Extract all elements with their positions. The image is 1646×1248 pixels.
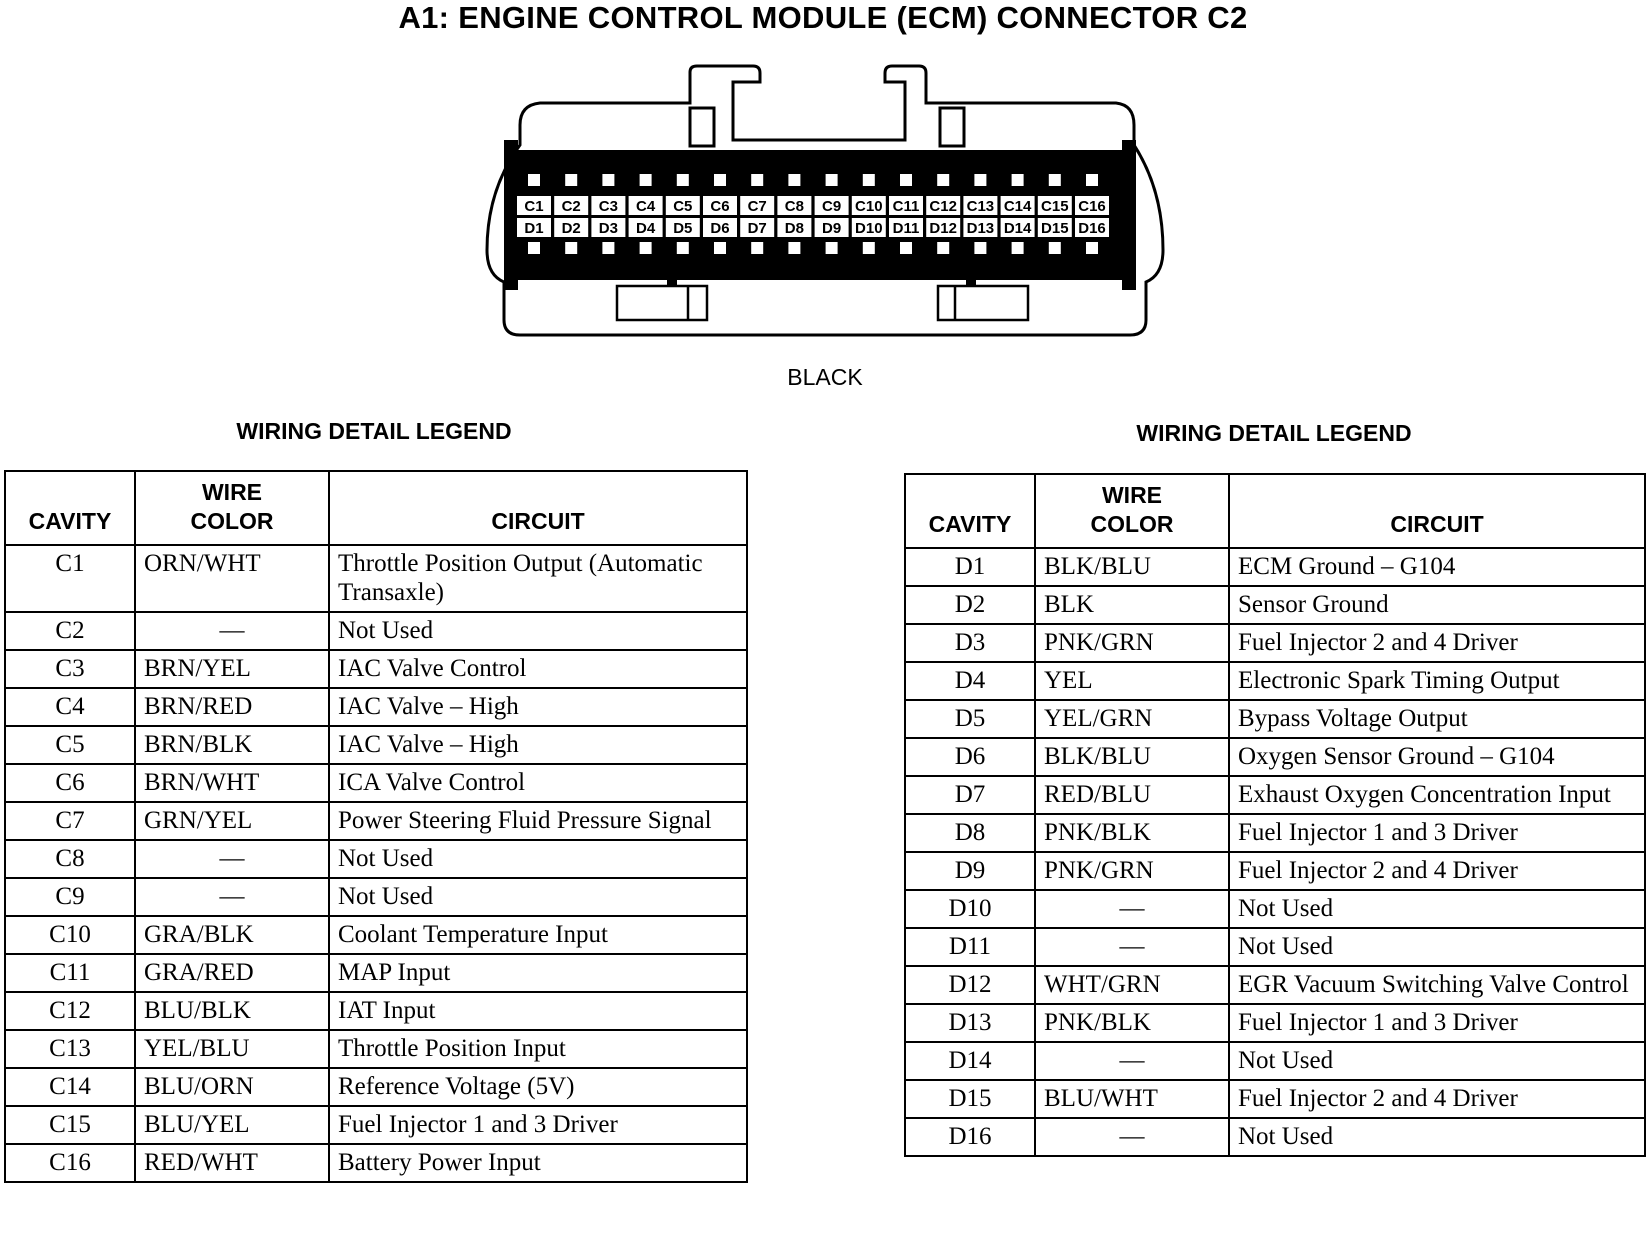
pin-label: D13 xyxy=(966,220,995,237)
top-pin-hole xyxy=(714,174,726,186)
wire-color-cell: BLK/BLU xyxy=(1035,738,1229,776)
pin-label: C8 xyxy=(784,198,804,215)
circuit-cell: Not Used xyxy=(1229,1118,1645,1156)
table-row xyxy=(905,700,1645,738)
pin-label: C3 xyxy=(598,198,618,215)
table-row xyxy=(905,624,1645,662)
wire-color-cell: BLU/YEL xyxy=(135,1106,329,1144)
cavity-cell: C4 xyxy=(5,688,135,726)
circuit-cell: IAT Input xyxy=(329,992,747,1030)
table-row xyxy=(5,1144,747,1182)
bottom-pin-hole xyxy=(863,242,875,254)
circuit-cell: Fuel Injector 1 and 3 Driver xyxy=(329,1106,747,1144)
wiring-legend-table-c xyxy=(4,470,748,1183)
table-header-row xyxy=(5,471,747,545)
header-wire: WIRE xyxy=(201,479,263,505)
wire-color-cell: WHT/GRN xyxy=(1035,966,1229,1004)
cavity-cell: D5 xyxy=(905,700,1035,738)
table-row xyxy=(5,1106,747,1144)
header-circuit: CIRCUIT xyxy=(329,471,747,545)
top-pin-hole xyxy=(640,174,652,186)
pin-label: C14 xyxy=(1003,198,1032,215)
wire-color-cell: YEL xyxy=(1035,662,1229,700)
key-right xyxy=(938,286,1028,320)
pin-label: C9 xyxy=(822,198,842,215)
wire-color-cell: — xyxy=(1035,1118,1229,1156)
cavity-cell: C5 xyxy=(5,726,135,764)
circuit-cell: ICA Valve Control xyxy=(329,764,747,802)
pin-label: D6 xyxy=(710,220,730,237)
cavity-cell: C8 xyxy=(5,840,135,878)
header-wire: WIRE xyxy=(1101,482,1163,508)
wire-color-cell: ORN/WHT xyxy=(135,545,329,612)
circuit-cell: Power Steering Fluid Pressure Signal xyxy=(329,802,747,840)
pin-label: D16 xyxy=(1078,220,1106,237)
pin-label: C2 xyxy=(561,198,581,215)
circuit-cell: Battery Power Input xyxy=(329,1144,747,1182)
table-row xyxy=(5,1030,747,1068)
bottom-pin-hole xyxy=(900,242,912,254)
top-pin-hole xyxy=(1086,174,1098,186)
circuit-cell: Coolant Temperature Input xyxy=(329,916,747,954)
pin-label: C12 xyxy=(929,198,957,215)
wire-color-cell: PNK/GRN xyxy=(1035,852,1229,890)
bottom-pin-hole xyxy=(974,242,986,254)
latch-right xyxy=(940,108,964,146)
top-pin-hole xyxy=(1012,174,1024,186)
wire-color-cell: — xyxy=(135,878,329,916)
bottom-pin-hole xyxy=(602,242,614,254)
cavity-cell: D4 xyxy=(905,662,1035,700)
table-row xyxy=(5,802,747,840)
wire-color-cell: BLK xyxy=(1035,586,1229,624)
circuit-cell: Fuel Injector 2 and 4 Driver xyxy=(1229,852,1645,890)
bottom-pin-hole xyxy=(937,242,949,254)
wire-color-cell: PNK/BLK xyxy=(1035,814,1229,852)
cavity-cell: C16 xyxy=(5,1144,135,1182)
table-row xyxy=(905,738,1645,776)
circuit-cell: Exhaust Oxygen Concentration Input xyxy=(1229,776,1645,814)
bottom-pin-hole xyxy=(528,242,540,254)
bottom-pin-hole xyxy=(788,242,800,254)
pin-label: D11 xyxy=(892,220,920,237)
table-row xyxy=(905,586,1645,624)
key-left xyxy=(617,286,707,320)
top-pin-hole xyxy=(863,174,875,186)
top-pin-hole xyxy=(565,174,577,186)
cavity-cell: D2 xyxy=(905,586,1035,624)
cavity-cell: C6 xyxy=(5,764,135,802)
wire-color-cell: BRN/RED xyxy=(135,688,329,726)
cavity-cell: D3 xyxy=(905,624,1035,662)
wire-color-cell: GRA/BLK xyxy=(135,916,329,954)
wire-color-cell: RED/BLU xyxy=(1035,776,1229,814)
circuit-cell: Throttle Position Input xyxy=(329,1030,747,1068)
cavity-cell: D7 xyxy=(905,776,1035,814)
circuit-cell: Fuel Injector 2 and 4 Driver xyxy=(1229,624,1645,662)
connector-diagram xyxy=(480,60,1180,350)
wire-color-cell: PNK/GRN xyxy=(1035,624,1229,662)
pin-label: D1 xyxy=(524,220,544,237)
cavity-cell: D10 xyxy=(905,890,1035,928)
table-row xyxy=(5,954,747,992)
pin-label: D12 xyxy=(929,220,957,237)
top-pin-hole xyxy=(788,174,800,186)
wire-color-cell: BLU/ORN xyxy=(135,1068,329,1106)
cavity-cell: D8 xyxy=(905,814,1035,852)
header-cavity: CAVITY xyxy=(5,471,135,545)
wiring-legend-table-d xyxy=(904,473,1646,1157)
pin-label: C7 xyxy=(747,198,767,215)
cavity-cell: D15 xyxy=(905,1080,1035,1118)
side-bar-right xyxy=(1122,140,1136,290)
wire-color-cell: BRN/BLK xyxy=(135,726,329,764)
table-row xyxy=(905,548,1645,586)
top-pin-hole xyxy=(528,174,540,186)
bottom-pin-hole xyxy=(714,242,726,254)
wire-color-cell: BRN/YEL xyxy=(135,650,329,688)
circuit-cell: Electronic Spark Timing Output xyxy=(1229,662,1645,700)
top-pin-hole xyxy=(900,174,912,186)
circuit-cell: Not Used xyxy=(1229,1042,1645,1080)
header-color: COLOR xyxy=(190,508,274,534)
circuit-cell: Not Used xyxy=(329,840,747,878)
bottom-pin-hole xyxy=(565,242,577,254)
table-header-row xyxy=(905,474,1645,548)
header-color: COLOR xyxy=(1090,511,1174,537)
cavity-cell: D1 xyxy=(905,548,1035,586)
header-wire-color xyxy=(135,471,329,545)
circuit-cell: Not Used xyxy=(1229,928,1645,966)
table-row xyxy=(5,688,747,726)
pin-label: D8 xyxy=(784,220,804,237)
latch-left xyxy=(690,108,714,146)
circuit-cell: Fuel Injector 1 and 3 Driver xyxy=(1229,1004,1645,1042)
pin-label: C11 xyxy=(892,198,920,215)
table-row xyxy=(5,878,747,916)
table-row xyxy=(905,776,1645,814)
pin-label: C13 xyxy=(966,198,995,215)
pin-label: C1 xyxy=(524,198,544,215)
cavity-cell: D6 xyxy=(905,738,1035,776)
cavity-cell: D13 xyxy=(905,1004,1035,1042)
cavity-cell: D16 xyxy=(905,1118,1035,1156)
table-row xyxy=(905,1118,1645,1156)
pin-label: C10 xyxy=(855,198,883,215)
top-pin-hole xyxy=(751,174,763,186)
pin-label: D14 xyxy=(1003,220,1032,237)
wire-color-cell: — xyxy=(135,840,329,878)
bottom-pin-hole xyxy=(1049,242,1061,254)
pin-label: C5 xyxy=(673,198,693,215)
top-pin-hole xyxy=(974,174,986,186)
pin-label: C15 xyxy=(1041,198,1069,215)
header-cavity: CAVITY xyxy=(905,474,1035,548)
pin-label: C4 xyxy=(636,198,656,215)
pin-label: D10 xyxy=(855,220,883,237)
bottom-pin-hole xyxy=(677,242,689,254)
table-row xyxy=(5,612,747,650)
table-row xyxy=(5,916,747,954)
circuit-cell: Oxygen Sensor Ground – G104 xyxy=(1229,738,1645,776)
wire-color-cell: — xyxy=(1035,1042,1229,1080)
table-row xyxy=(5,726,747,764)
wire-color-cell: BLU/BLK xyxy=(135,992,329,1030)
pin-label: D3 xyxy=(598,220,618,237)
pin-label: C6 xyxy=(710,198,730,215)
circuit-cell: Fuel Injector 2 and 4 Driver xyxy=(1229,1080,1645,1118)
wire-color-cell: — xyxy=(135,612,329,650)
table-row xyxy=(905,1004,1645,1042)
wire-color-cell: — xyxy=(1035,928,1229,966)
cavity-cell: C12 xyxy=(5,992,135,1030)
circuit-cell: Reference Voltage (5V) xyxy=(329,1068,747,1106)
bottom-pin-hole xyxy=(1012,242,1024,254)
circuit-cell: Fuel Injector 1 and 3 Driver xyxy=(1229,814,1645,852)
bottom-pin-hole xyxy=(826,242,838,254)
circuit-cell: Not Used xyxy=(1229,890,1645,928)
wire-color-cell: PNK/BLK xyxy=(1035,1004,1229,1042)
cavity-cell: C10 xyxy=(5,916,135,954)
table-row xyxy=(5,992,747,1030)
cavity-cell: C1 xyxy=(5,545,135,612)
page-title: A1: ENGINE CONTROL MODULE (ECM) CONNECTOR C2 xyxy=(398,0,1248,35)
legend-title-right: WIRING DETAIL LEGEND xyxy=(1136,420,1412,446)
pin-label: D9 xyxy=(822,220,842,237)
wire-color-cell: GRA/RED xyxy=(135,954,329,992)
header-wire-color xyxy=(1035,474,1229,548)
pin-label: D2 xyxy=(561,220,581,237)
circuit-cell: Not Used xyxy=(329,878,747,916)
pin-label: D5 xyxy=(673,220,693,237)
circuit-cell: ECM Ground – G104 xyxy=(1229,548,1645,586)
circuit-cell: EGR Vacuum Switching Valve Control xyxy=(1229,966,1645,1004)
circuit-cell: IAC Valve – High xyxy=(329,688,747,726)
pin-label: D4 xyxy=(636,220,656,237)
wire-color-cell: BRN/WHT xyxy=(135,764,329,802)
bottom-pin-hole xyxy=(640,242,652,254)
circuit-cell: Bypass Voltage Output xyxy=(1229,700,1645,738)
cavity-cell: C11 xyxy=(5,954,135,992)
table-row xyxy=(5,764,747,802)
pin-label: C16 xyxy=(1078,198,1106,215)
cavity-cell: C7 xyxy=(5,802,135,840)
circuit-cell: Throttle Position Output (Automatic Transaxle) xyxy=(329,545,747,612)
side-bar-left xyxy=(504,140,518,290)
cavity-cell: D12 xyxy=(905,966,1035,1004)
top-pin-hole xyxy=(602,174,614,186)
table-row xyxy=(905,1042,1645,1080)
pin-label: D7 xyxy=(747,220,767,237)
cavity-cell: D11 xyxy=(905,928,1035,966)
legend-rows-c xyxy=(5,545,747,1182)
top-pin-hole xyxy=(677,174,689,186)
top-pin-hole xyxy=(937,174,949,186)
table-row xyxy=(905,1080,1645,1118)
circuit-cell: IAC Valve – High xyxy=(329,726,747,764)
cavity-cell: C13 xyxy=(5,1030,135,1068)
table-row xyxy=(5,1068,747,1106)
circuit-cell: Sensor Ground xyxy=(1229,586,1645,624)
circuit-cell: IAC Valve Control xyxy=(329,650,747,688)
wire-color-cell: — xyxy=(1035,890,1229,928)
wire-color-cell: YEL/GRN xyxy=(1035,700,1229,738)
cavity-cell: D9 xyxy=(905,852,1035,890)
table-row xyxy=(5,545,747,612)
legend-rows-d xyxy=(905,548,1645,1156)
wire-color-cell: RED/WHT xyxy=(135,1144,329,1182)
cavity-cell: C14 xyxy=(5,1068,135,1106)
bottom-pin-hole xyxy=(1086,242,1098,254)
bottom-pin-hole xyxy=(751,242,763,254)
cavity-cell: C2 xyxy=(5,612,135,650)
wire-color-cell: YEL/BLU xyxy=(135,1030,329,1068)
table-row xyxy=(5,650,747,688)
pin-label: D15 xyxy=(1041,220,1069,237)
cavity-cell: C3 xyxy=(5,650,135,688)
wire-color-cell: GRN/YEL xyxy=(135,802,329,840)
header-circuit: CIRCUIT xyxy=(1229,474,1645,548)
wire-color-cell: BLK/BLU xyxy=(1035,548,1229,586)
table-row xyxy=(905,890,1645,928)
legend-title-left: WIRING DETAIL LEGEND xyxy=(236,418,512,444)
cavity-cell: C15 xyxy=(5,1106,135,1144)
cavity-cell: C9 xyxy=(5,878,135,916)
top-pin-hole xyxy=(1049,174,1061,186)
connector-color-label: BLACK xyxy=(787,364,863,390)
table-row xyxy=(905,814,1645,852)
table-row xyxy=(905,662,1645,700)
table-row xyxy=(905,852,1645,890)
top-pin-hole xyxy=(826,174,838,186)
wire-color-cell: BLU/WHT xyxy=(1035,1080,1229,1118)
table-row xyxy=(905,966,1645,1004)
cavity-cell: D14 xyxy=(905,1042,1035,1080)
table-row xyxy=(5,840,747,878)
table-row xyxy=(905,928,1645,966)
circuit-cell: Not Used xyxy=(329,612,747,650)
circuit-cell: MAP Input xyxy=(329,954,747,992)
